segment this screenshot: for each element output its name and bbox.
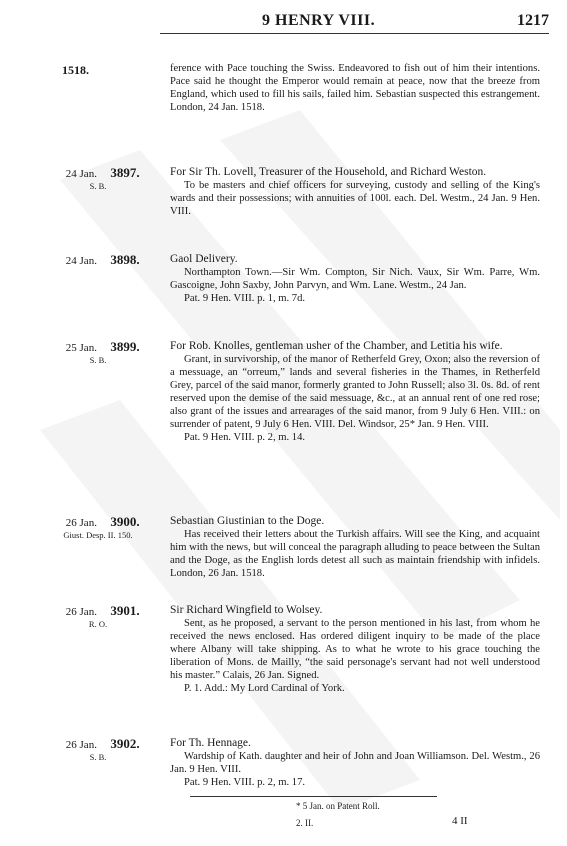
entry-body [170, 514, 540, 580]
entry-number: 3900. [110, 514, 140, 529]
entry-source: Giust. Desp. II. 150. [63, 530, 133, 540]
entry-margin [48, 737, 148, 763]
entry-reference: Pat. 9 Hen. VIII. p. 1, m. 7d. [184, 293, 306, 304]
entry-reference: P. 1. Add.: My Lord Cardinal of York. [184, 683, 345, 694]
entry-heading: Gaol Delivery. [170, 253, 238, 265]
running-header [0, 8, 567, 32]
entry-body [170, 165, 540, 218]
entry-source: S. B. [89, 355, 107, 365]
entry-date: 24 Jan. [65, 255, 97, 267]
entry-number: 3902. [110, 736, 140, 751]
entry-margin [48, 166, 148, 192]
entry-paragraph: Northampton Town.—Sir Wm. Compton, Sir Nich. Vaux, Sir Wm. Parre, Wm. Gascoigne, John Saxby, John Parvyn, and Wm. Lane. Westm., 24 Jan. [170, 267, 540, 291]
signature-mark-left: 2. II. [296, 818, 314, 828]
signature-mark-right: 4 II [452, 815, 468, 827]
entry-margin [48, 340, 148, 366]
entry-number: 3901. [110, 603, 140, 618]
entry-number: 3898. [110, 252, 140, 267]
entry-paragraph: Wardship of Kath. daughter and heir of John and Joan Williamson. Del. Westm., 26 Jan. 9 Hen. VIII. [170, 751, 540, 775]
entry-body [170, 339, 540, 444]
entry-margin [48, 253, 148, 268]
entry-source: S. B. [89, 752, 107, 762]
entry-date: 26 Jan. [65, 517, 97, 529]
entry-margin [48, 515, 148, 541]
entry-heading: Sebastian Giustinian to the Doge. [170, 515, 325, 527]
header-rule [160, 33, 549, 34]
entry-number: 3897. [110, 165, 140, 180]
footnote: * 5 Jan. on Patent Roll. [296, 801, 380, 811]
entry-margin [48, 604, 148, 630]
footnote-rule [190, 796, 437, 797]
entry-paragraph: Grant, in survivorship, of the manor of Retherfeld Grey, Oxon; also the reversion of a messuage, an “orreum,” lands and several fisheries in the Thames, in Retherfeld Grey, parcel of the said manor, formerly granted to John Russell; also 3l. 0s. 8d. of rent reserved upon the demise of the said messuage, &c., at an annual rent of one red rose; also grant of the issues and arrearages of the said manor, from 9 July 6 Hen. VIII.: on surrender of patent, 9 July 6 Hen. VIII. Del. Windsor, 25* Jan. 9 Hen. VIII. [170, 354, 540, 430]
running-title: 9 HENRY VIII. [262, 12, 376, 29]
entry-date: 26 Jan. [65, 606, 97, 618]
entry-reference: Pat. 9 Hen. VIII. p. 2, m. 14. [184, 432, 306, 443]
entry-paragraph: To be masters and chief officers for surveying, custody and selling of the King's wards and their possessions; with annuities of 100l. each. Del. Westm., 24 Jan. 9 Hen. VIII. [170, 180, 540, 217]
entry-source: S. B. [89, 181, 107, 191]
entry-continuation [170, 62, 540, 114]
entry-paragraph: Sent, as he proposed, a servant to the person mentioned in his last, from whom he received the news enclosed. Has ordered diligent inquiry to be made of the place where Albany will take shipping. As to what he wrote to his grace touching the liberation of Mons. de Mailly, “the said personage's servant had not well understood his master.” Calais, 26 Jan. Signed. [170, 618, 540, 681]
entry-date: 25 Jan. [65, 342, 97, 354]
entry-body [170, 252, 540, 305]
page-number: 1217 [517, 12, 549, 29]
entry-heading: For Sir Th. Lovell, Treasurer of the Household, and Richard Weston. [170, 166, 487, 178]
entry-date: 24 Jan. [65, 168, 97, 180]
entry-date: 26 Jan. [65, 739, 97, 751]
entry-body [170, 603, 540, 695]
entry-source: R. O. [88, 619, 108, 629]
entry-paragraph: ference with Pace touching the Swiss. Endeavored to fish out of him their intentions. Pace said he thought the Emperor would remain at peace, now that the breeze from England, which used to fill his sails, failed him. Sebastian suspected this estrangement. London, 24 Jan. 1518. [170, 63, 540, 113]
entry-reference: Pat. 9 Hen. VIII. p. 2, m. 17. [184, 777, 306, 788]
entry-number: 3899. [110, 339, 140, 354]
entry-heading: For Th. Hennage. [170, 737, 251, 749]
entry-heading: For Rob. Knolles, gentleman usher of the Chamber, and Letitia his wife. [170, 340, 503, 352]
entry-heading: Sir Richard Wingfield to Wolsey. [170, 604, 323, 616]
year-marker: 1518. [62, 63, 89, 77]
entry-body [170, 736, 540, 789]
entry-paragraph: Has received their letters about the Turkish affairs. Will see the King, and acquaint him with the news, but will conceal the paragraph alluding to peace between the Sultan and the Doge, as the English lords detest all such as maintain friendship with infidels. London, 26 Jan. 1518. [170, 529, 540, 579]
